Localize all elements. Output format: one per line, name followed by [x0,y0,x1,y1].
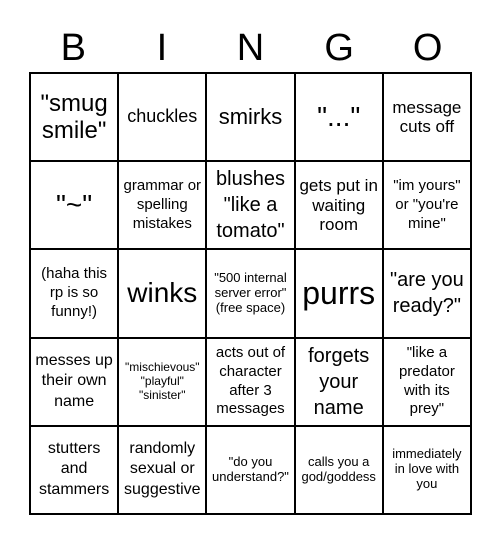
bingo-cell[interactable] [206,426,294,514]
cell-text: immediately in love with you [392,446,462,492]
bingo-cell[interactable] [118,426,206,514]
cell-text: forgets your name [308,344,370,419]
header-letter-b: B [60,27,86,69]
bingo-cell[interactable] [383,426,471,514]
bingo-cell[interactable] [30,161,118,249]
bingo-header [29,24,472,72]
cell-text: messes up their own name [35,351,113,411]
cell-text: stutters and stammers [38,439,110,499]
cell-text: "do you understand?" [212,453,289,484]
cell-text: blushes "like a tomato" [216,168,285,243]
bingo-cell[interactable] [295,249,383,337]
bingo-cell[interactable] [206,338,294,426]
bingo-cell[interactable] [118,249,206,337]
cell-text: "smug smile" [40,89,108,145]
bingo-cell[interactable] [30,426,118,514]
cell-text: smirks [218,104,283,130]
bingo-cell[interactable] [383,249,471,337]
cell-text: chuckles [127,106,198,127]
bingo-cell[interactable] [295,426,383,514]
bingo-cell[interactable] [118,338,206,426]
cell-text: "are you ready?" [389,269,464,318]
cell-text: calls you a god/goddess [301,453,376,484]
bingo-cell[interactable] [206,161,294,249]
header-letter-i: I [156,27,168,69]
cell-text: (haha this rp is so funny!) [41,265,108,320]
cell-text: gets put in waiting room [299,175,378,235]
bingo-cell[interactable] [295,338,383,426]
bingo-cell free-space[interactable] [206,249,294,337]
bingo-cell[interactable] [383,161,471,249]
bingo-cell[interactable] [118,161,206,249]
cell-text: "mischievous" "playful" "sinister" [125,360,200,402]
bingo-cell[interactable] [383,73,471,161]
cell-text: acts out of character after 3 messages [215,344,286,418]
cell-text: winks [127,277,198,309]
header-letter-g: G [324,27,354,69]
cell-text: "500 internal server error" (free space) [214,270,287,315]
bingo-cell[interactable] [295,73,383,161]
cell-text: randomly sexual or suggestive [124,439,201,499]
bingo-cell[interactable] [206,73,294,161]
bingo-cell[interactable] [383,338,471,426]
bingo-cell[interactable] [295,161,383,249]
header-letter-o: O [412,27,443,69]
cell-text: grammar or spelling mistakes [123,177,202,232]
cell-text: purrs [302,275,376,312]
bingo-cell[interactable] [30,73,118,161]
cell-text: "..." [317,101,361,132]
cell-text: "like a predator with its prey" [398,344,455,418]
bingo-cell[interactable] [30,338,118,426]
cell-text: message cuts off [392,97,462,137]
header-letter-n: N [236,27,265,69]
bingo-cell[interactable] [118,73,206,161]
bingo-grid [29,72,472,515]
cell-text: "~" [55,189,93,221]
bingo-cell[interactable] [30,249,118,337]
cell-text: "im yours" or "you're mine" [393,177,461,232]
